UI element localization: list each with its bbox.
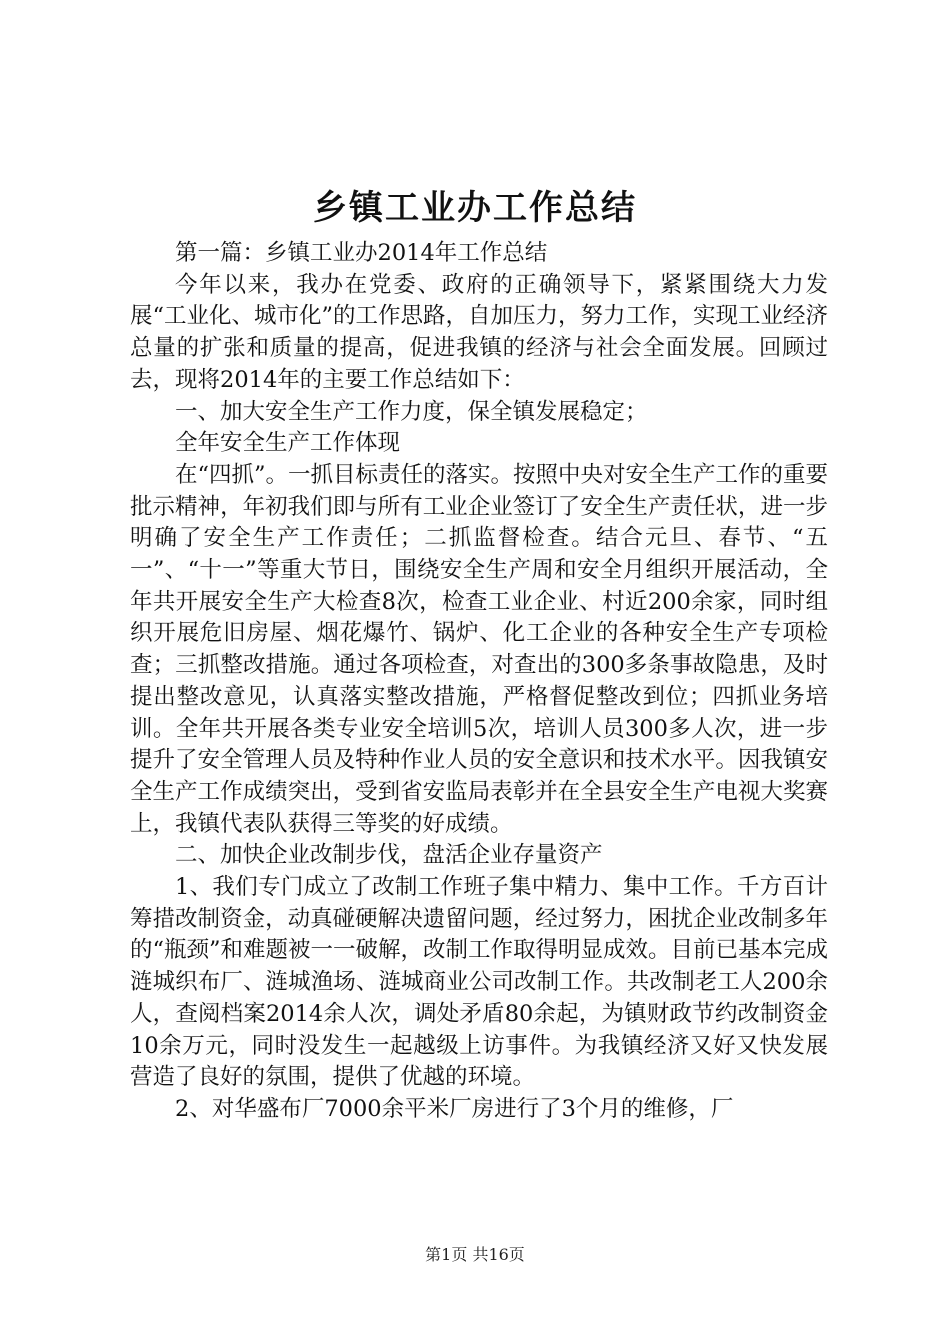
- paragraph-reform-2: 2、对华盛布厂7000余平米厂房进行了3个月的维修，厂: [175, 1095, 734, 1122]
- section-heading-first-article: 第一篇：乡镇工业办2014年工作总结: [175, 240, 548, 266]
- page-footer: 第1页 共16页: [425, 1245, 525, 1264]
- document-title: 乡镇工业办工作总结: [313, 188, 637, 228]
- section-heading-reform: 二、加快企业改制步伐，盘活企业存量资产: [175, 842, 603, 869]
- paragraph-intro: 今年以来，我办在党委、政府的正确领导下，紧紧围绕大力发展“工业化、城市化”的工作思路，自加压力，努力工作，实现工业经济总量的扩张和质量的提高，促进我镇的经济与社会全面发展。回顾过去，现将2014年的主要工作总结如下：: [130, 271, 829, 393]
- paragraph-four-measures: 在“四抓”。一抓目标责任的落实。按照中央对安全生产工作的重要批示精神，年初我们即与所有工业企业签订了安全生产责任状，进一步明确了安全生产工作责任；二抓监督检查。结合元旦、春节、“五一”、“十一”等重大节日，围绕安全生产周和安全月组织开展活动，全年共开展安全生产大检查8次，检查工业企业、村近200余家，同时组织开展危旧房屋、烟花爆竹、锅炉、化工企业的各种安全生产专项检查；三抓整改措施。通过各项检查，对查出的300多条事故隐患，及时提出整改意见，认真落实整改措施，严格督促整改到位；四抓业务培训。全年共开展各类专业安全培训5次，培训人员300多人次，进一步提升了安全管理人员及特种作业人员的安全意识和技术水平。因我镇安全生产工作成绩突出，受到省安监局表彰并在全县安全生产电视大奖赛上，我镇代表队获得三等奖的好成绩。: [130, 461, 829, 837]
- paragraph-safety-lead: 全年安全生产工作体现: [175, 430, 401, 457]
- section-heading-safety: 一、加大安全生产工作力度，保全镇发展稳定；: [175, 398, 648, 425]
- paragraph-reform-1: 1、我们专门成立了改制工作班子集中精力、集中工作。千方百计筹措改制资金，动真碰硬解决遗留问题，经过努力，困扰企业改制多年的“瓶颈”和难题被一一破解，改制工作取得明显成效。目前已基本完成涟城织布厂、涟城渔场、涟城商业公司改制工作。共改制老工人200余人，查阅档案2014余人次，调处矛盾80余起，为镇财政节约改制资金10余万元，同时没发生一起越级上访事件。为我镇经济又好又快发展营造了良好的氛围，提供了优越的环境。: [130, 874, 829, 1091]
- document-body: [130, 238, 828, 1126]
